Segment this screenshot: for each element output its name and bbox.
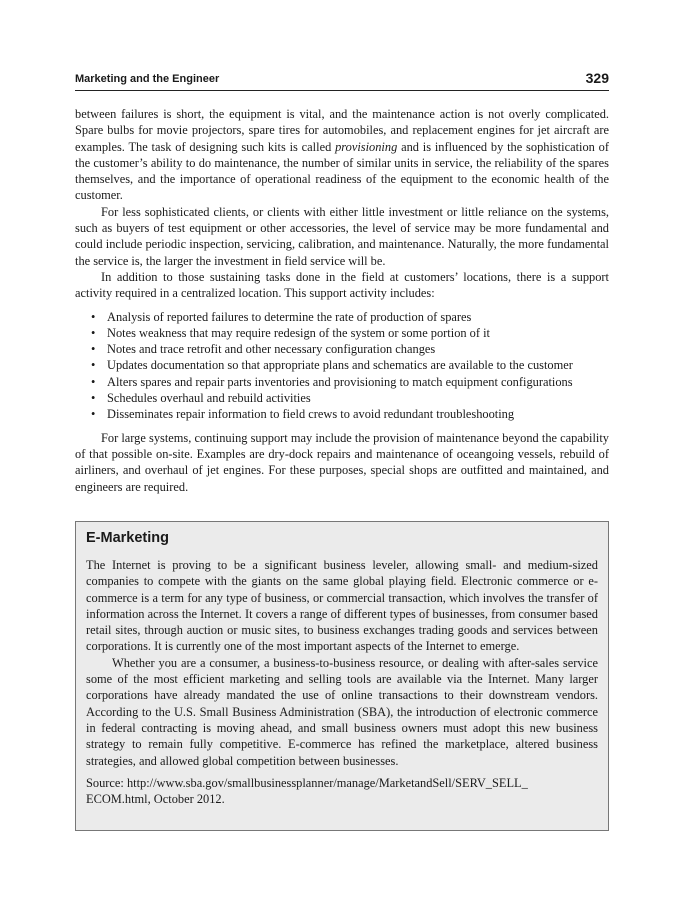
list-item-text: Disseminates repair information to field crews to avoid redundant troubleshooting	[107, 407, 515, 422]
list-item-text: Notes and trace retrofit and other necessary configuration changes	[107, 342, 436, 357]
list-item-text: Notes weakness that may require redesign of the system or some portion of it	[107, 325, 490, 340]
main-text	[75, 106, 609, 495]
bullet-list	[75, 309, 609, 423]
body-paragraph: In addition to those sustaining tasks done in the field at customers’ locations, there is a support activity required in a centralized location. This support activity includes:	[75, 269, 609, 301]
list-item	[91, 357, 609, 373]
sidebar-paragraph: The Internet is proving to be a significant business leveler, allowing small- and medium-sized companies to compete with the giants on the same global playing field. Electronic commerce or e-commerce is a term for any type of business, or commercial transaction, which involves the transfer of information across the Internet. It covers a range of different types of businesses, from consumer based retail sites, through auction or music sites, to business exchanges trading goods and services between corporations. It is currently one of the most important aspects of the Internet to emerge.	[86, 558, 598, 654]
running-head: Marketing and the Engineer	[75, 73, 220, 85]
body-paragraph	[75, 106, 609, 204]
list-item-text: Analysis of reported failures to determine the rate of production of spares	[107, 309, 472, 324]
source-line: Source: http://www.sba.gov/smallbusinessplanner/manage/MarketandSell/SERV_SELL_	[86, 775, 528, 790]
list-item	[91, 374, 609, 390]
bullet-icon: •	[91, 325, 96, 340]
body-paragraph: For large systems, continuing support may include the provision of maintenance beyond the capability of that possible on-site. Examples are dry-dock repairs and maintenance of oceangoing vessels, rebuild of airliners, and overhaul of jet engines. For these purposes, special shops are outfitted and maintained, and engineers are required.	[75, 430, 609, 494]
italic-term: provisioning	[335, 139, 398, 154]
list-item	[91, 390, 609, 406]
source-citation	[86, 775, 598, 808]
paragraph-text: between failures is short, the equipment is vital, and the maintenance action is not overly complicated. Spare bulbs for movie projectors, spare tires for automobiles, and replacement engines for jet aircraft are examples. The task of designing such kits is called	[75, 107, 609, 154]
list-item	[91, 406, 609, 422]
bullet-icon: •	[91, 374, 96, 389]
e-marketing-sidebar	[75, 521, 609, 831]
bullet-icon: •	[91, 407, 96, 422]
page-header	[75, 70, 609, 91]
bullet-icon: •	[91, 391, 96, 406]
sidebar-paragraph: Whether you are a consumer, a business-to-business resource, or dealing with after-sales service some of the most efficient marketing and selling tools are available via the Internet. Many larger corporations have already mandated the use of online transactions to their downstream vendors. According to the U.S. Small Business Administration (SBA), the introduction of electronic commerce in federal contracting is moving ahead, and small business owners must adopt this new business strategy to remain fully competitive. E-commerce has refined the marketplace, altered business strategies, and allowed global competition between businesses.	[86, 655, 598, 768]
bullet-icon: •	[91, 342, 96, 357]
page-number: 329	[585, 70, 609, 86]
list-item	[91, 325, 609, 341]
bullet-icon: •	[91, 309, 96, 324]
list-item	[91, 341, 609, 357]
paragraph-text: and is influenced by the sophistication of the customer’s ability to do maintenance, the number of similar units in service, the reliability of the spares themselves, and the importance of operational readiness of the equipment to the economic health of the customer.	[75, 139, 610, 203]
sidebar-title: E-Marketing	[86, 530, 169, 546]
list-item-text: Schedules overhaul and rebuild activities	[107, 391, 311, 406]
list-item-text: Updates documentation so that appropriate plans and schematics are available to the customer	[107, 358, 573, 373]
body-paragraph: For less sophisticated clients, or clients with either little investment or little reliance on the systems, such as buyers of test equipment or other accessories, the level of service may be more fundamental and could include periodic inspection, servicing, calibration, and maintenance. Naturally, the more fundamental the service is, the larger the investment in field service will be.	[75, 204, 609, 268]
list-item-text: Alters spares and repair parts inventories and provisioning to match equipment configurations	[107, 374, 573, 389]
bullet-icon: •	[91, 358, 96, 373]
list-item	[91, 309, 609, 325]
source-line: ECOM.html, October 2012.	[86, 792, 225, 807]
